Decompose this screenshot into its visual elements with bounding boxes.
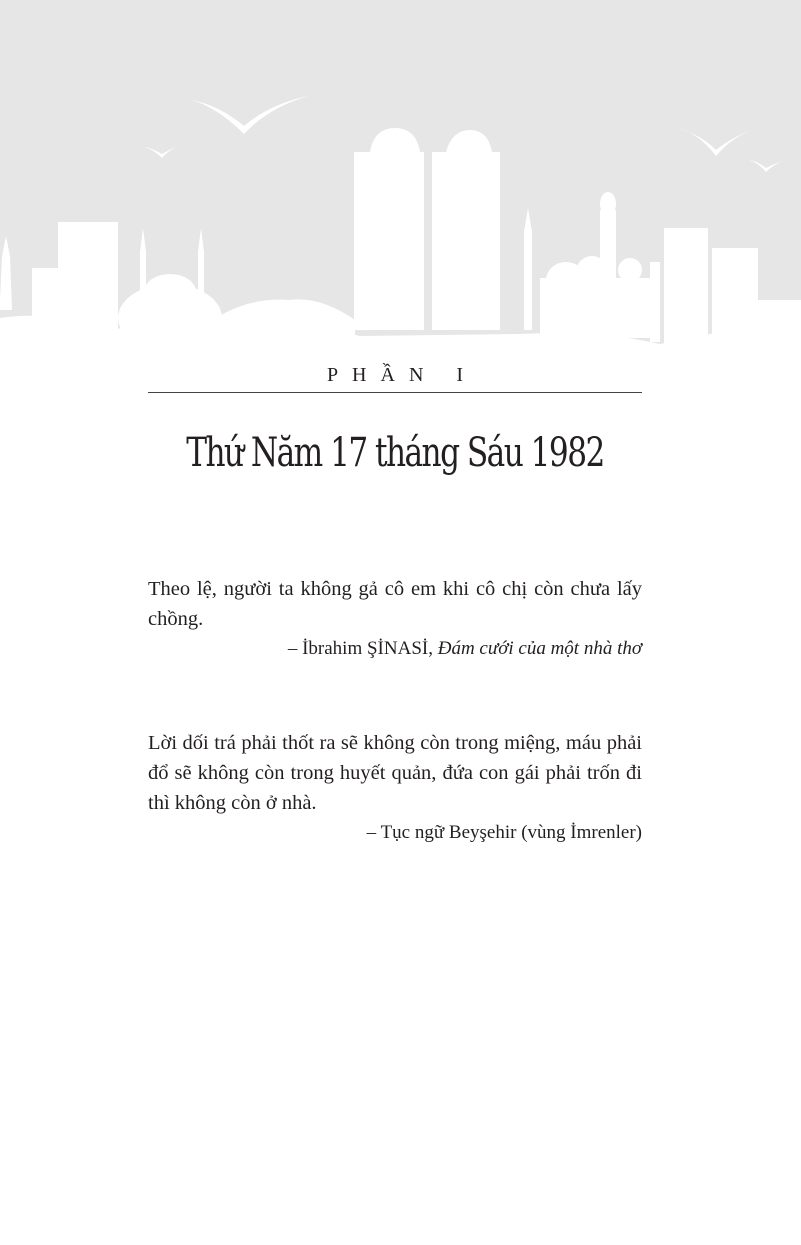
- epigraph-quote: Lời dối trá phải thốt ra sẽ không còn trong miệng, máu phải đổ sẽ không còn trong huyết quản, đứa con gái phải trốn đi thì không còn ở nhà.: [148, 732, 642, 814]
- epigraph-author: – Tục ngữ Beyşehir (vùng İmrenler): [366, 822, 642, 843]
- epigraph-attribution: [148, 634, 642, 664]
- epigraph: [148, 728, 642, 848]
- epigraph-quote: Theo lệ, người ta không gả cô em khi cô chị còn chưa lấy chồng.: [148, 578, 642, 630]
- epigraph-author: – İbrahim ŞİNASİ,: [287, 638, 433, 659]
- part-label: PHẦN I: [326, 364, 478, 386]
- epigraph: [148, 574, 642, 664]
- city-skyline-illustration: [0, 0, 801, 360]
- part-divider: [148, 392, 642, 393]
- epigraph-work: Đám cưới của một nhà thơ: [437, 638, 642, 659]
- epigraph-attribution: [148, 818, 642, 848]
- chapter-title: Thứ Năm 17 tháng Sáu 1982: [186, 430, 604, 476]
